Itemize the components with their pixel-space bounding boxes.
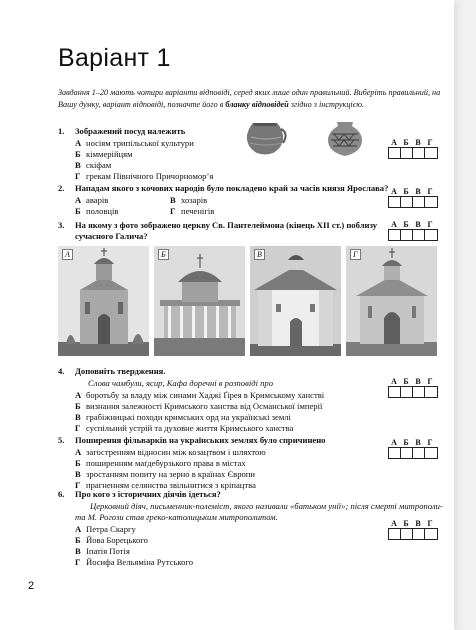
answer-cell[interactable] bbox=[425, 387, 437, 397]
answer-cell[interactable] bbox=[413, 529, 425, 539]
option-v[interactable]: В грабіжницькі походи кримських орд на українські землі bbox=[75, 412, 291, 422]
option-b[interactable]: Б визнання залежності Кримського ханства від Османської імперії bbox=[75, 401, 323, 411]
question-text: Доповніть твердження. bbox=[75, 366, 166, 376]
pottery-photo-2 bbox=[322, 118, 368, 158]
option-b[interactable]: Б поширенням маґдебурзького права в містах bbox=[75, 458, 246, 468]
question-text-continued: сучасного Галича? bbox=[75, 231, 148, 241]
question-number: 4. bbox=[58, 366, 65, 376]
answer-cell[interactable] bbox=[425, 448, 437, 458]
option-g[interactable]: Г прагненням селянства звільнитися з кріпацтва bbox=[75, 480, 256, 490]
option-a[interactable]: А аварів bbox=[75, 195, 109, 205]
question-number: 1. bbox=[58, 126, 65, 136]
answer-cell[interactable] bbox=[425, 230, 437, 240]
instructions bbox=[58, 87, 443, 110]
church-photo-a[interactable] bbox=[58, 246, 149, 356]
question-text: Про кого з історичних діячів ідеться? bbox=[75, 489, 221, 499]
photo-label: Б bbox=[158, 249, 169, 260]
answer-cell[interactable] bbox=[401, 387, 413, 397]
question-context: Церковний діяч, письменник-полеміст, якого називали «батьком унії»; після смерті митрополи- bbox=[90, 501, 443, 511]
option-v[interactable]: В зростанням попиту на зерно в країнах Європи bbox=[75, 469, 255, 479]
answer-cell[interactable] bbox=[389, 387, 401, 397]
question-number: 3. bbox=[58, 220, 65, 230]
question-number: 6. bbox=[58, 489, 65, 499]
answer-cell[interactable] bbox=[401, 448, 413, 458]
question-text: Поширення фільварків на українських землях було спричинено bbox=[75, 435, 326, 445]
answer-cell[interactable] bbox=[413, 230, 425, 240]
photo-label: В bbox=[254, 249, 265, 260]
question-text: Зображений посуд належить bbox=[75, 126, 186, 136]
photo-label: Г bbox=[350, 249, 361, 260]
option-g[interactable]: Г суспільний устрій та духовне життя Кримського ханства bbox=[75, 423, 294, 433]
answer-cell[interactable] bbox=[413, 148, 425, 158]
answer-grid-3[interactable]: А Б В Г bbox=[388, 220, 438, 241]
instructions-bold: бланку відповідей bbox=[225, 99, 289, 109]
answer-cell[interactable] bbox=[401, 148, 413, 158]
question-number: 5. bbox=[58, 435, 65, 445]
option-g[interactable]: Г печенігів bbox=[170, 206, 215, 216]
question-text: На якому з фото зображено церкву Св. Пантелеймона (кінець XII ст.) поблизу bbox=[75, 220, 378, 230]
answer-cell[interactable] bbox=[389, 148, 401, 158]
option-v[interactable]: В Іпатія Потія bbox=[75, 546, 130, 556]
option-g[interactable]: Г грекам Північного Причорномор’я bbox=[75, 171, 214, 181]
answer-cell[interactable] bbox=[413, 197, 425, 207]
answer-cell[interactable] bbox=[425, 148, 437, 158]
church-photo-g[interactable] bbox=[346, 246, 437, 356]
answer-cell[interactable] bbox=[413, 448, 425, 458]
option-b[interactable]: Б Йова Борецького bbox=[75, 535, 148, 545]
question-text: Нападам якого з кочових народів було покладено край за часів князя Ярослава? bbox=[75, 183, 389, 193]
option-a[interactable]: А загостренням відносин між козацтвом і шляхтою bbox=[75, 447, 266, 457]
pottery-photo-1 bbox=[237, 117, 293, 157]
answer-grid-5[interactable]: А Б В Г bbox=[388, 438, 438, 459]
question-number: 2. bbox=[58, 183, 65, 193]
answer-cell[interactable] bbox=[425, 529, 437, 539]
page-title: Варіант 1 bbox=[58, 44, 171, 72]
answer-grid-1[interactable]: А Б В Г bbox=[388, 138, 438, 159]
church-photo-v[interactable] bbox=[250, 246, 341, 356]
option-b[interactable]: Б кіммерійцям bbox=[75, 149, 133, 159]
instructions-text-1: Завдання 1–20 мають чотири варіанти відповіді, серед яких лише один правильний. Виберіть правильний, на Вашу думку, варіант відповіді, позначте його в bbox=[58, 88, 441, 109]
question-context: Слова чамбули, ясир, Кафа доречні в розповіді про bbox=[88, 378, 274, 388]
option-b[interactable]: Б половців bbox=[75, 206, 119, 216]
answer-cell[interactable] bbox=[401, 197, 413, 207]
church-photo-b[interactable] bbox=[154, 246, 245, 356]
answer-cell[interactable] bbox=[389, 448, 401, 458]
option-v[interactable]: В скіфам bbox=[75, 160, 112, 170]
question-context-continued: та М. Рогози став греко-католицьким митрополитом. bbox=[75, 512, 278, 522]
answer-grid-4[interactable]: А Б В Г bbox=[388, 377, 438, 398]
page-number: 2 bbox=[28, 580, 35, 592]
answer-grid-6[interactable]: А Б В Г bbox=[388, 519, 438, 540]
answer-cell[interactable] bbox=[389, 230, 401, 240]
answer-cell[interactable] bbox=[389, 197, 401, 207]
answer-cell[interactable] bbox=[401, 230, 413, 240]
answer-cell[interactable] bbox=[401, 529, 413, 539]
option-a[interactable]: А боротьбу за владу між синами Хаджі Ґірея в Кримському ханстві bbox=[75, 390, 325, 400]
answer-cell[interactable] bbox=[413, 387, 425, 397]
option-a[interactable]: А носіям трипільської культури bbox=[75, 138, 194, 148]
option-a[interactable]: А Петра Скаргу bbox=[75, 524, 136, 534]
answer-grid-2[interactable]: А Б В Г bbox=[388, 187, 438, 208]
option-v[interactable]: В хозарів bbox=[170, 195, 208, 205]
instructions-text-2: згідно з інструкцією. bbox=[288, 99, 365, 109]
answer-cell[interactable] bbox=[389, 529, 401, 539]
photo-label: А bbox=[62, 249, 73, 260]
answer-cell[interactable] bbox=[425, 197, 437, 207]
option-g[interactable]: Г Йосифа Вельяміна Рутського bbox=[75, 557, 194, 567]
